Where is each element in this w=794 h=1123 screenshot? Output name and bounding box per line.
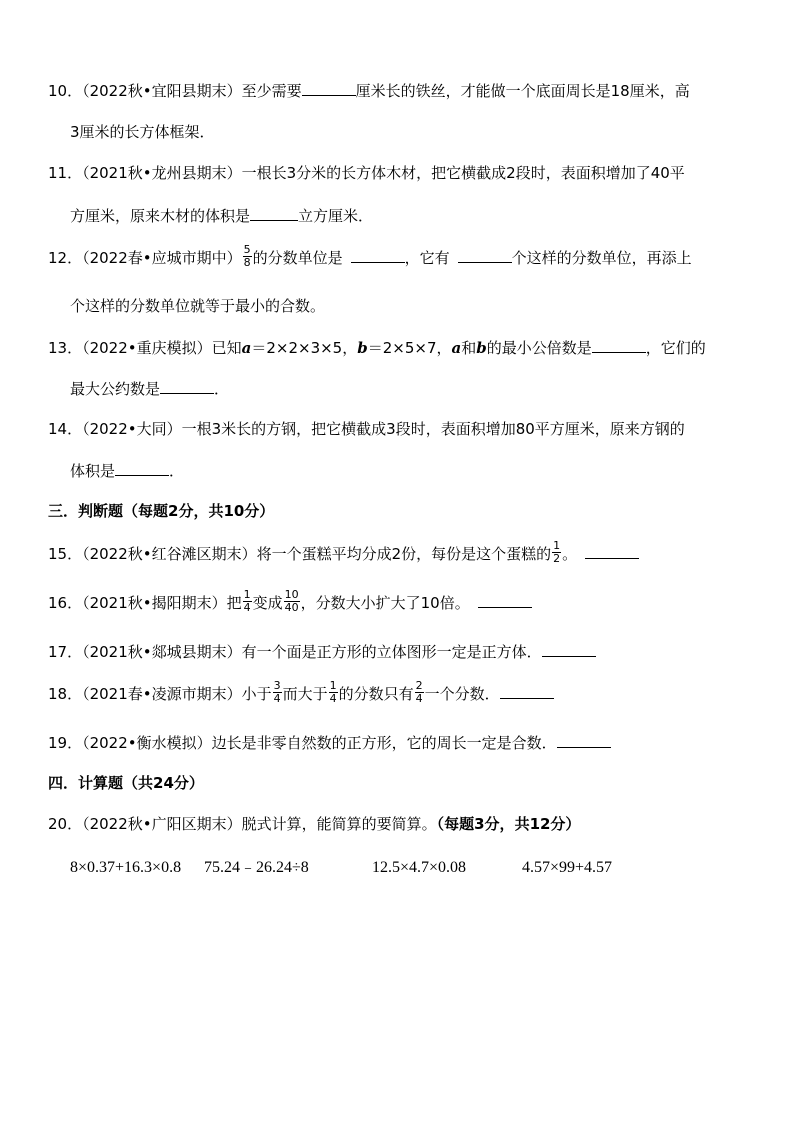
calc-item: 4.57×99+4.57 (522, 859, 613, 876)
question-11-line-2: 方厘米，原来木材的体积是 立方厘米． (70, 204, 373, 226)
answer-blank[interactable] (585, 542, 639, 559)
question-12-line-1: 12．（2022春•应城市期中） $\frac{5}{8}$ 的分数单位是 ，它有 个这样的分数单位，再添上 (48, 243, 692, 269)
fraction: $\frac{5}{8}$ (243, 243, 251, 269)
answer-blank[interactable] (500, 682, 554, 699)
question-11-line-1: 11．（2021秋•龙州县期末）一根长3分米的长方体木材，把它横截成2段时，表面积增加了40平 (48, 164, 685, 182)
calculation-items (70, 857, 612, 879)
fraction: $\frac{1}{4}$ (243, 588, 251, 614)
calc-item: 75.24﹣26.24÷8 (204, 859, 309, 876)
answer-blank[interactable] (458, 246, 512, 263)
question-10-line-1: 10．（2022秋•宜阳县期末）至少需要 厘米长的铁丝，才能做一个底面周长是18厘米，高 (48, 79, 690, 101)
question-14-line-1: 14．（2022•大同）一根3米长的方钢，把它横截成3段时，表面积增加80平方厘米，原来方钢的 (48, 420, 685, 438)
calc-item: 8×0.37+16.3×0.8 (70, 859, 182, 876)
answer-blank[interactable] (478, 591, 532, 608)
question-16: 16．（2021秋•揭阳期末）把 $\frac{1}{4}$ 变成 $\frac{10}{40}$ ，分数大小扩大了10倍。 (48, 591, 532, 613)
section-3-title: 三．判断题（每题2分，共10分） (48, 502, 275, 520)
fraction: $\frac{1}{2}$ (553, 539, 561, 565)
question-14-line-2: 体积是 ． (70, 459, 184, 481)
answer-blank[interactable] (115, 459, 169, 476)
question-20: 20．（2022秋•广阳区期末）脱式计算，能简算的要简算。（每题3分，共12分） (48, 815, 581, 833)
answer-blank[interactable] (302, 79, 356, 96)
question-19: 19．（2022•衡水模拟）边长是非零自然数的正方形，它的周长一定是合数． (48, 731, 611, 753)
fraction: $\frac{1}{4}$ (329, 679, 337, 705)
question-15: 15．（2022秋•红谷滩区期末）将一个蛋糕平均分成2份，每份是这个蛋糕的 $\frac{1}{2}$ 。 (48, 542, 639, 564)
fraction: $\frac{10}{40}$ (284, 588, 299, 614)
fraction: $\frac{2}{4}$ (415, 679, 423, 705)
section-4-title: 四．计算题（共24分） (48, 774, 204, 792)
fraction: $\frac{3}{4}$ (273, 679, 281, 705)
answer-blank[interactable] (557, 731, 611, 748)
question-17: 17．（2021秋•郯城县期末）有一个面是正方形的立体图形一定是正方体． (48, 640, 596, 662)
answer-blank[interactable] (351, 246, 405, 263)
question-13-line-2: 最大公约数是 ． (70, 377, 229, 399)
question-12-line-2: 个这样的分数单位就等于最小的合数。 (70, 297, 326, 315)
question-13-line-1: 13．（2022•重庆模拟）已知a＝2×2×3×5，b＝2×5×7，a和b的最小公倍数是 ，它们的 (48, 336, 706, 358)
answer-blank[interactable] (542, 640, 596, 657)
question-18: 18．（2021春•凌源市期末）小于 $\frac{3}{4}$ 而大于 $\frac{1}{4}$ 的分数只有 $\frac{2}{4}$ 一个分数． (48, 682, 554, 704)
answer-blank[interactable] (592, 336, 646, 353)
calc-item: 12.5×4.7×0.08 (372, 859, 467, 876)
answer-blank[interactable] (160, 377, 214, 394)
question-10-line-2: 3厘米的长方体框架． (70, 123, 215, 141)
answer-blank[interactable] (250, 204, 298, 221)
